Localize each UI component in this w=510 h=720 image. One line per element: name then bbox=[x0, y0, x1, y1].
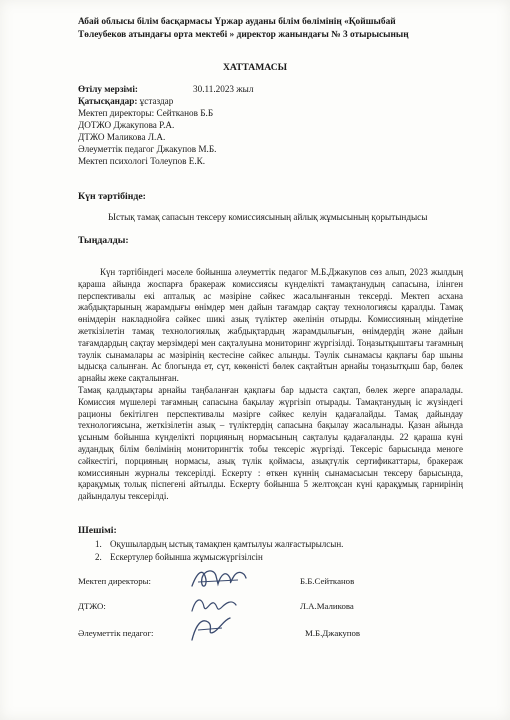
member-item: ДТЖО Маликова Л.А. bbox=[78, 132, 166, 142]
participants-line bbox=[78, 96, 173, 106]
heard-body bbox=[78, 267, 463, 503]
decision-heading: Шешімі: bbox=[78, 525, 117, 536]
signature-name-director: Б.Б.Сейтканов bbox=[300, 576, 355, 586]
document-title: ХАТТАМАСЫ bbox=[222, 62, 288, 73]
list-item: 1. Оқушылардың ыстық тамақпен қамтылуы жалғастырылсын. bbox=[95, 539, 344, 549]
participants-label: Қатысқандар: bbox=[78, 96, 138, 106]
handwritten-signature-social-pedagogue bbox=[186, 614, 234, 644]
signature-name-social-pedagogue: М.Б.Джакупов bbox=[305, 628, 361, 638]
heard-heading: Тыңдалды: bbox=[78, 235, 129, 246]
heard-paragraph-2: Тамақ қалдықтары арнайы таңбаланған қақпағы бар ыдыста сақтап, бөлек жерге апаралады. Комиссия мүшелері тағамның сапасына бақылау жүргізіп отырады. Тамақтанудың іс жүзіндегі рационы бекітілген перспективалы мәзірге сәйкес келуін қадағалайды. Тамақ дайындау технологиясына, жеткізілетін азық – түліктердің сапасына бақылау жасалынады. Қазан айында ұсыным бойынша күнделікті порцияның нормасының сақталуы қадағаланды. 22 қараша күні аудандық білім бөлімінің мониторингтік тобы тексеріс жүргізді. Тексеріс барысында меноге сәйкестігі, порцияның нормасы, азық түлік қоймасы, азықтүлік сертификаттары, бракераж комиссиянын журналы тексерілді. Ескерту : өткен күннің сынамасысын тексеру барысында, қарақұмық толық піспегені айтылды. Ескерту бойынша 5 желтоқсан күні қарақұмық гарнирінің дайындалуы тексерілді. bbox=[78, 384, 463, 502]
signature-role-director: Мектеп директоры: bbox=[78, 576, 151, 586]
member-item: Мектеп психологі Толеупов Е.К. bbox=[78, 156, 206, 166]
participants-value: ұстаздар bbox=[137, 96, 174, 106]
signature-role-dtzho: ДТЖО: bbox=[78, 601, 106, 611]
agenda-heading: Күн тәртібінде: bbox=[78, 191, 146, 202]
date-value: 30.11.2023 жыл bbox=[193, 84, 254, 94]
heard-paragraph-1: Күн тәртібіндегі мәселе бойынша әлеуметтік педагог М.Б.Джакупов сөз алып, 2023 жылдың қараша айында жоспарға бракераж комиссиясы күнделікті тамақтанудың сапасына, ілінген перспективалы екі апталық ас мәзіріне сәйкес жасалынғанын тексерді. Мектеп асхана жабдықтарының жарамдығы өнімдер мен дайын тағамдар сақтау технологиясы қаралды. Тамақ өнімдерін накладнойға сәйкес шикі азық түліктер әкелінін отырды. Комиссияның міндетіне жеткізілетін тамақ технологиялық жабдықтардың жарамдылығын, өнімдердің және дайын тағамдардың сақтау мерзімдері мен сақталуына мониторинг жүргізілді. Тоңазытқыштағы тағамның тәулік сынамалары ас мәзірінің кестесіне сәйкес алынды. Тәулік сынамасы қақпағы бар шыны ыдысқа салынған. Ас блогында ет, сүт, көкөністі бөлек сақтайтын арнайы тоңазытқыш бар, бөлек арнайы жеке сақталынған. bbox=[78, 267, 463, 384]
list-item: 2. Ескертулер бойынша жұмысжүргізілсін bbox=[95, 551, 263, 562]
signature-role-social-pedagogue: Әлеуметтік педагог: bbox=[78, 628, 154, 638]
header-line-1: Абай облысы білім басқармасы Үржар ауданы білім бөлімінің «Қойшыбай bbox=[78, 17, 396, 27]
header-line-2: Төлеубеков атындағы орта мектебі » директор жанындағы № 3 отырысының bbox=[78, 30, 409, 40]
member-item: Мектеп директоры: Сейтканов Б.Б bbox=[78, 108, 214, 118]
handwritten-signature-director bbox=[188, 564, 250, 592]
member-item: Әлеуметтік педагог Джакупов М.Б. bbox=[78, 144, 217, 154]
signature-name-dtzho: Л.А.Маликова bbox=[300, 601, 354, 611]
agenda-item: Ыстық тамақ сапасын тексеру комиссиясының айлық жұмысының қорытындысы bbox=[108, 212, 428, 222]
member-item: ДОТЖО Джакупова Р.А. bbox=[78, 120, 175, 130]
decision-list bbox=[95, 538, 343, 563]
date-label: Өтілу мерзімі: bbox=[78, 84, 138, 94]
